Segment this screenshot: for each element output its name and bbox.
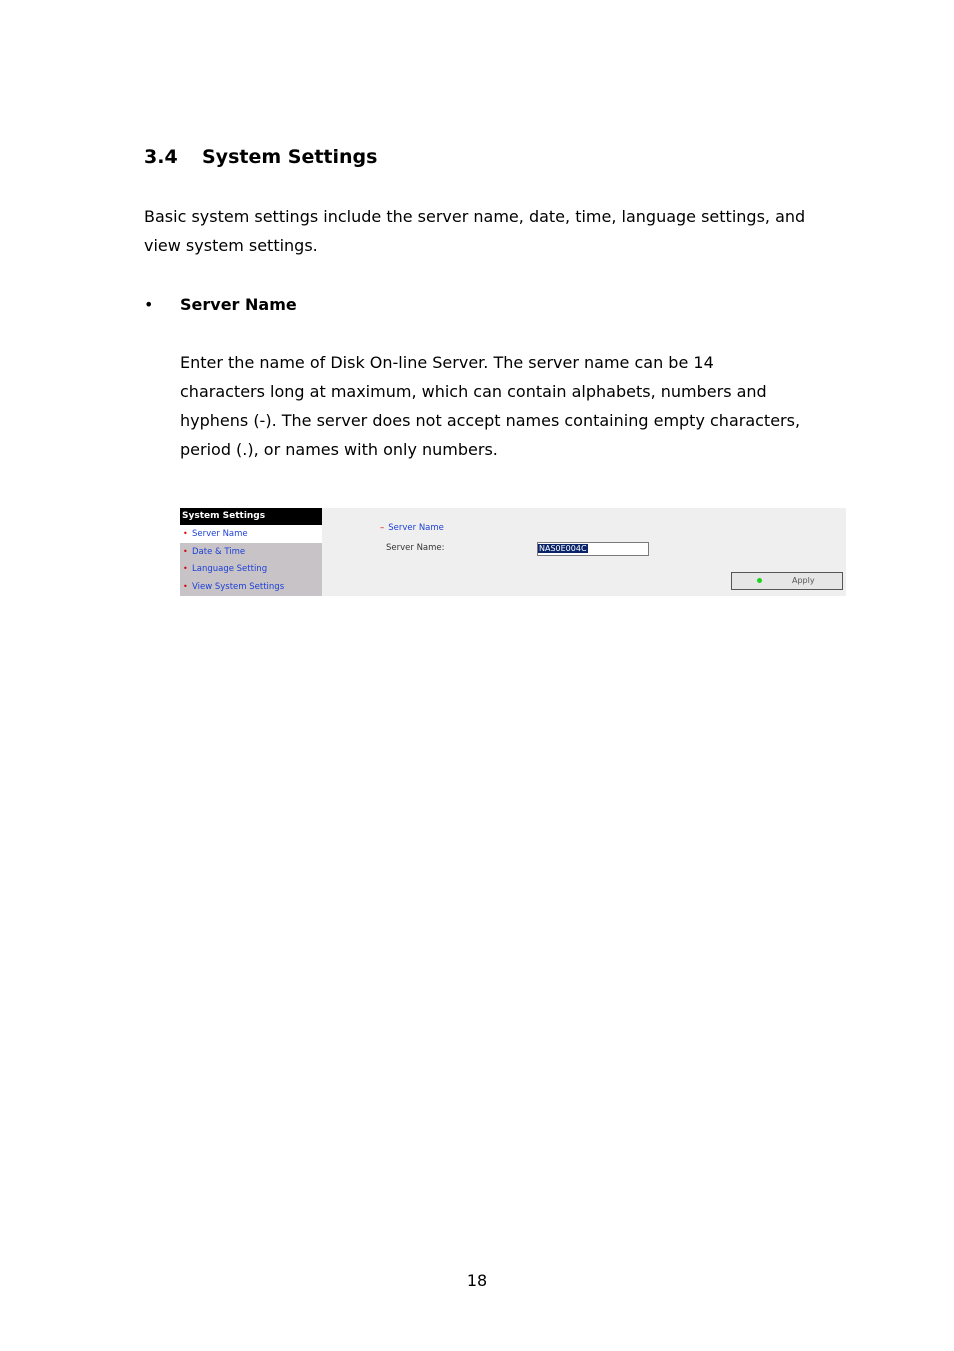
bullet-label: Server Name — [180, 295, 297, 314]
sidebar-item-label: Language Setting — [192, 564, 268, 574]
body-line: period (.), or names with only numbers. — [180, 440, 498, 459]
section-heading — [144, 146, 377, 168]
sidebar-item-language-setting[interactable] — [180, 560, 322, 578]
body-paragraph — [180, 348, 800, 464]
system-settings-screenshot — [180, 508, 846, 596]
server-name-label: Server Name: — [386, 543, 445, 553]
sidebar-item-label: Server Name — [192, 529, 248, 539]
section-title-server-name — [380, 523, 444, 533]
settings-sidebar — [180, 508, 322, 596]
apply-label: Apply — [792, 576, 815, 585]
bullet-icon: • — [183, 564, 188, 573]
section-title: System Settings — [202, 146, 378, 168]
apply-button[interactable] — [731, 572, 843, 590]
sidebar-item-view-system-settings[interactable] — [180, 578, 322, 596]
status-led-icon — [757, 578, 762, 583]
section-label: Server Name — [388, 523, 444, 533]
bullet-icon: • — [183, 546, 188, 556]
sidebar-item-label: View System Settings — [192, 581, 285, 592]
bullet-icon: • — [183, 581, 188, 591]
intro-line: view system settings. — [144, 236, 318, 255]
body-line: Enter the name of Disk On-line Server. The server name can be 14 — [180, 353, 714, 372]
intro-line: Basic system settings include the server name, date, time, language settings, and — [144, 207, 806, 226]
intro-paragraph — [144, 202, 805, 260]
bullet-icon: • — [144, 295, 154, 314]
server-name-input[interactable] — [537, 542, 649, 556]
server-name-value: NAS0E004C — [539, 544, 587, 553]
body-line: hyphens (-). The server does not accept names containing empty characters, — [180, 411, 801, 430]
section-number: 3.4 — [144, 146, 178, 168]
sidebar-item-label: Date & Time — [192, 546, 246, 557]
sidebar-item-date-time[interactable] — [180, 543, 322, 561]
page-number: 18 — [466, 1271, 488, 1290]
body-line: characters long at maximum, which can contain alphabets, numbers and — [180, 382, 767, 401]
bullet-heading — [144, 290, 297, 319]
sidebar-title: System Settings — [180, 508, 322, 525]
dash-icon: – — [380, 523, 385, 533]
bullet-icon: • — [183, 529, 188, 538]
sidebar-item-server-name[interactable] — [180, 525, 322, 543]
